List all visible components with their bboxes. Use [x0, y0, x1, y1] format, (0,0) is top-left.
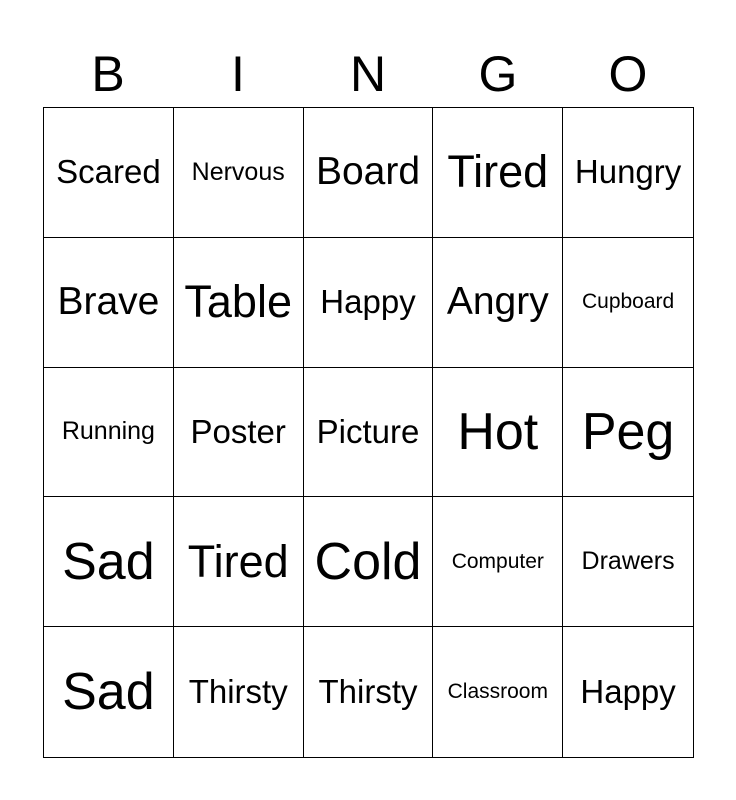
bingo-cell[interactable]: Sad	[44, 627, 174, 757]
bingo-cell[interactable]: Board	[304, 108, 434, 238]
bingo-cell[interactable]: Poster	[174, 368, 304, 498]
bingo-cell[interactable]: Cupboard	[563, 238, 693, 368]
bingo-cell[interactable]: Hungry	[563, 108, 693, 238]
bingo-cell[interactable]: Classroom	[433, 627, 563, 757]
bingo-cell[interactable]: Peg	[563, 368, 693, 498]
header-letter-o: O	[608, 46, 648, 102]
bingo-board	[43, 107, 694, 758]
bingo-cell[interactable]: Thirsty	[304, 627, 434, 757]
bingo-cell[interactable]: Angry	[433, 238, 563, 368]
bingo-cell[interactable]: Table	[174, 238, 304, 368]
bingo-cell[interactable]: Running	[44, 368, 174, 498]
header-letter-i: I	[231, 46, 245, 102]
bingo-cell[interactable]: Scared	[44, 108, 174, 238]
bingo-cell[interactable]: Sad	[44, 497, 174, 627]
bingo-cell[interactable]: Cold	[304, 497, 434, 627]
bingo-cell[interactable]: Nervous	[174, 108, 304, 238]
bingo-cell[interactable]: Computer	[433, 497, 563, 627]
bingo-cell[interactable]: Happy	[304, 238, 434, 368]
header-letter-n: N	[349, 46, 387, 102]
bingo-cell[interactable]: Tired	[433, 108, 563, 238]
header-letter-g: G	[478, 46, 518, 102]
bingo-cell[interactable]: Picture	[304, 368, 434, 498]
bingo-cell[interactable]: Hot	[433, 368, 563, 498]
bingo-cell[interactable]: Drawers	[563, 497, 693, 627]
header-letter-b: B	[91, 46, 125, 102]
bingo-cell[interactable]: Happy	[580, 673, 676, 711]
bingo-cell[interactable]: Tired	[174, 497, 304, 627]
bingo-cell[interactable]: Brave	[44, 238, 174, 368]
bingo-header	[43, 44, 693, 104]
bingo-cell[interactable]: Thirsty	[174, 627, 304, 757]
